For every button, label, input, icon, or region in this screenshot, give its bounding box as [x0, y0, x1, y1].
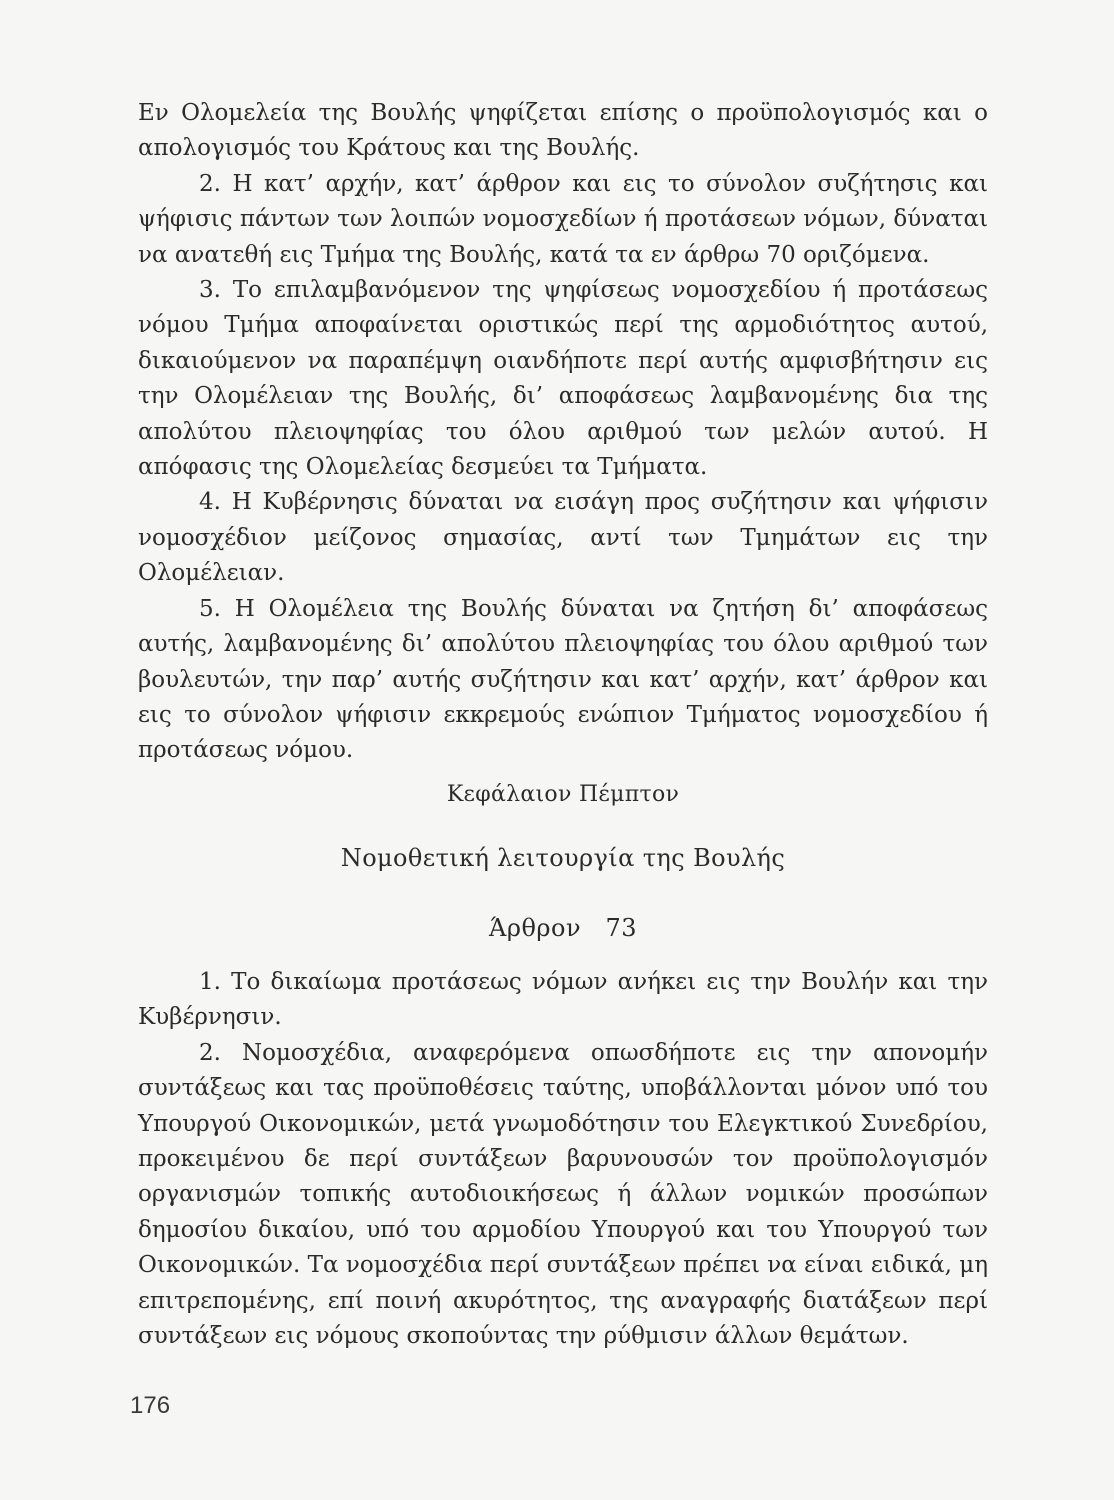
page-number: 176	[130, 1392, 171, 1419]
article-73-paragraph-1: 1. Το δικαίωμα προτάσεως νόμων ανήκει εις την Βουλήν και την Κυβέρνησιν.	[138, 969, 988, 1031]
paragraph-3-competence: 3. Το επιλαμβανόμενον της ψηφίσεως νομοσχεδίου ή προτάσεως νόμου Τμήμα αποφαίνεται οριστικώς περί της αρμοδιότητος αυτού, δικαιούμενον να παραπέμψη οιανδήποτε περί αυτής αμφισβήτησιν εις την Ολομέλειαν της Βουλής, δι’ αποφάσεως λαμβανομένης δια της απολύτου πλειοψηφίας του όλου αριθμού των μελών αυτού. Η απόφασις της Ολομελείας δεσμεύει τα Τμήματα.	[138, 277, 988, 481]
article-73-paragraph-2: 2. Νομοσχέδια, αναφερόμενα οπωσδήποτε εις την απονομήν συντάξεως και τας προϋποθέσεις ταύτης, υποβάλλονται μόνον υπό του Υπουργού Οικονομικών, μετά γνωμοδότησιν του Ελεγκτικού Συνεδρίου, προκειμένου δε περί συντάξεων βαρυνουσών τον προϋπολογισμόν οργανισμών τοπικής αυτοδιοικήσεως ή άλλων νομικών προσώπων δημοσίου δικαίου, υπό του αρμοδίου Υπουργού και του Υπουργού των Οικονομικών. Τα νομοσχέδια περί συντάξεων πρέπει να είναι ειδικά, μη επιτρεπομένης, επί ποινή ακυρότητος, της αναγραφής διατάξεων περί συντάξεων εις νόμους σκοπούντας την ρύθμισιν άλλων θεμάτων.	[138, 1039, 988, 1350]
paragraph-4-government: 4. Η Κυβέρνησις δύναται να εισάγη προς συζήτησιν και ψήφισιν νομοσχέδιον μείζονος σημασίας, αντί των Τμημάτων εις την Ολομέλειαν.	[138, 489, 988, 587]
paragraph-plenary-budget: Εν Ολομελεία της Βουλής ψηφίζεται επίσης ο προϋπολογισμός και ο απολογισμός του Κράτους και της Βουλής.	[138, 100, 988, 162]
article-72-continuation	[138, 96, 988, 769]
paragraph-2-sections: 2. Η κατ’ αρχήν, κατ’ άρθρον και εις το σύνολον συζήτησις και ψήφισις πάντων των λοιπών νομοσχεδίων ή προτάσεων νόμων, δύναται να ανατεθή εις Τμήμα της Βουλής, κατά τα εν άρθρω 70 οριζόμενα.	[138, 170, 988, 268]
paragraph-5-plenary: 5. Η Ολομέλεια της Βουλής δύναται να ζητήση δι’ αποφάσεως αυτής, λαμβανομένης δι’ απολύτου πλειοψηφίας του όλου αριθμού των βουλευτών, την παρ’ αυτής συζήτησιν και κατ’ αρχήν, κατ’ άρθρον και εις το σύνολον ψήφισιν εκκρεμούς ενώπιον Τμήματος νομοσχεδίου ή προτάσεως νόμου.	[138, 595, 988, 764]
article-73-body	[138, 965, 988, 1354]
chapter-label: Κεφάλαιον Πέμπτον	[446, 782, 680, 807]
article-heading: Άρθρον 73	[489, 914, 637, 942]
chapter-title: Νομοθετική λειτουργία της Βουλής	[340, 844, 786, 872]
